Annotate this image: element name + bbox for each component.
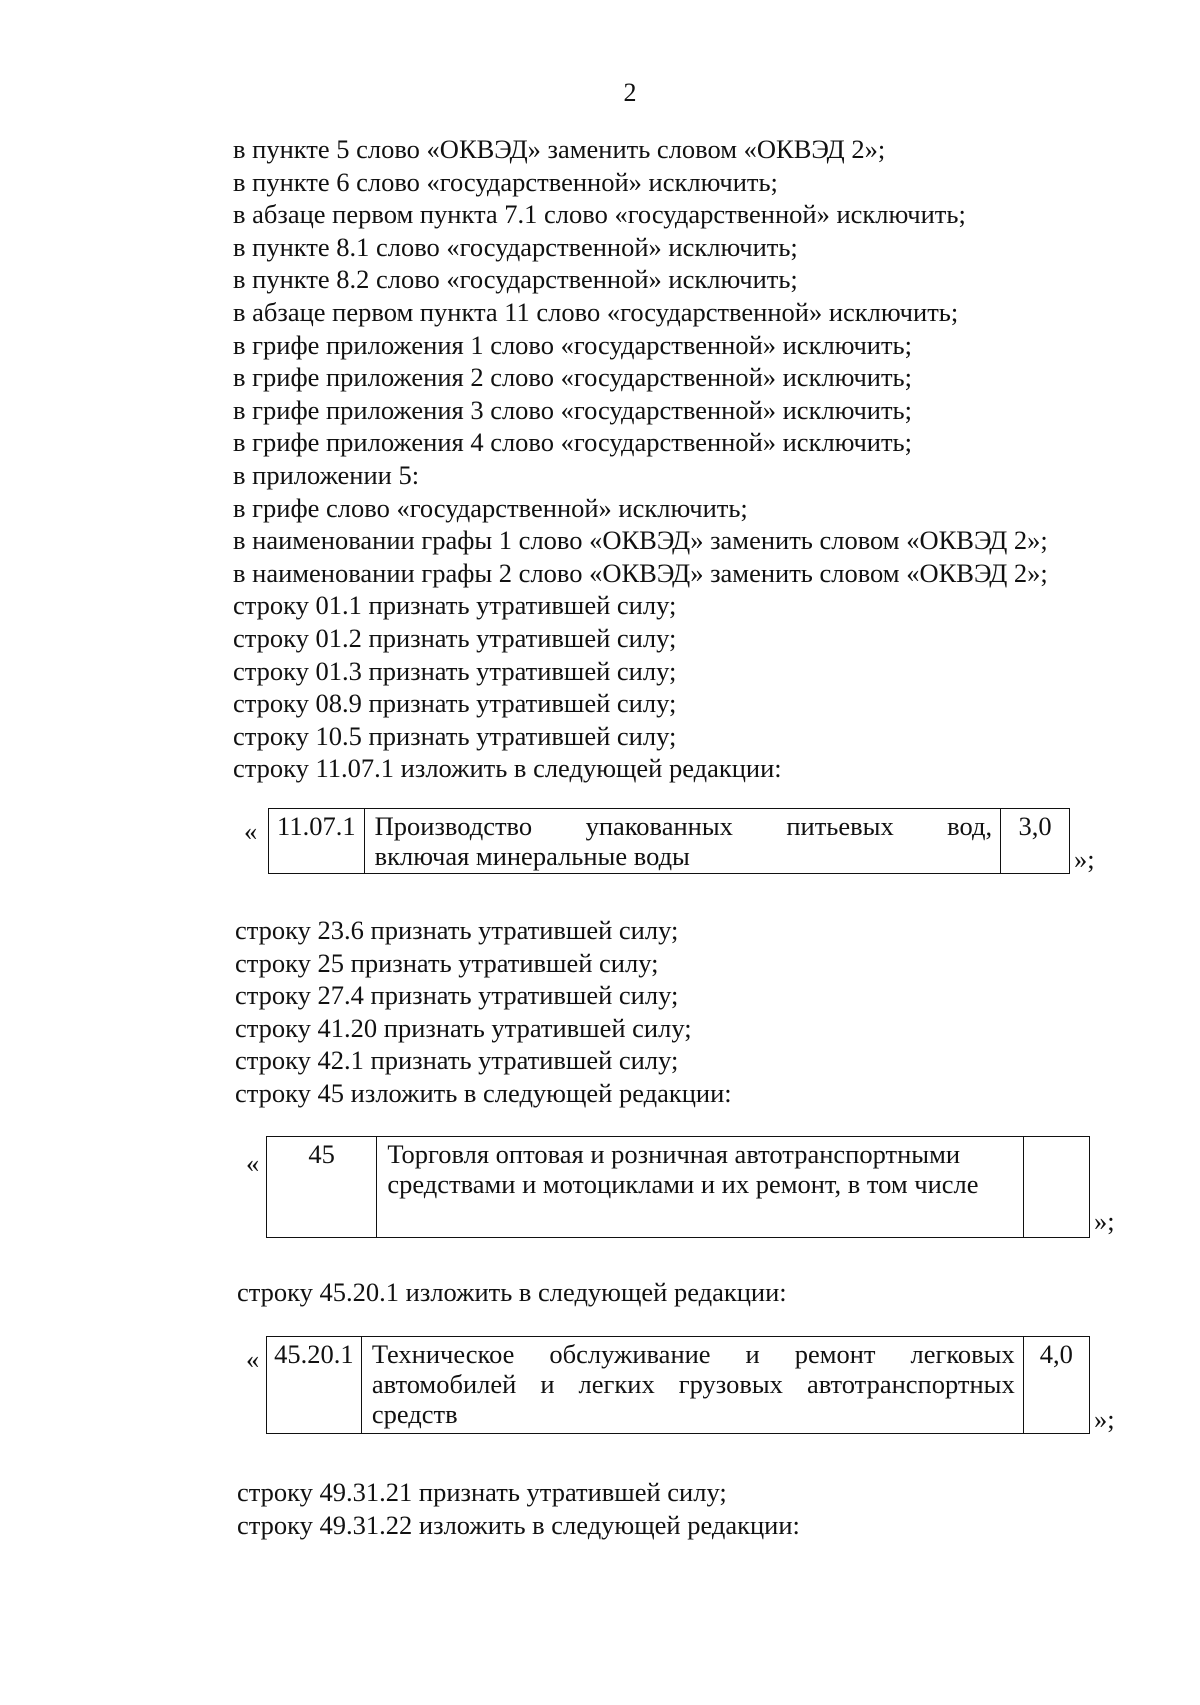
paragraph-line: строку 42.1 признать утратившей силу; — [235, 1045, 679, 1076]
description-word: и — [540, 1369, 555, 1399]
table-cell-code: 45.20.1 — [267, 1337, 362, 1434]
paragraph-line: в пункте 6 слово «государственной» исключить; — [233, 166, 778, 197]
description-line: Торговля оптовая и розничная автотранспортными — [387, 1139, 961, 1169]
description-word: Производство — [374, 811, 533, 841]
paragraph-line: строку 41.20 признать утратившей силу; — [235, 1012, 692, 1043]
paragraph-line: строку 27.4 признать утратившей силу; — [235, 980, 679, 1011]
quote-close-mark: »; — [1094, 1206, 1115, 1236]
table-cell-coefficient: 3,0 — [1001, 809, 1070, 874]
description-line — [372, 1369, 1015, 1399]
description-word: автомобилей — [371, 1369, 517, 1399]
quote-close-mark: »; — [1094, 1404, 1115, 1434]
paragraph-line: в пункте 8.1 слово «государственной» исключить; — [233, 231, 798, 262]
description-line — [375, 811, 992, 841]
table-cell-description — [364, 809, 1000, 874]
paragraph-line: в пункте 5 слово «ОКВЭД» заменить словом «ОКВЭД 2»; — [233, 134, 886, 164]
description-word: и — [745, 1339, 760, 1369]
paragraph-line: строку 01.1 признать утратившей силу; — [233, 590, 677, 621]
description-word: обслуживание — [549, 1339, 711, 1369]
paragraph-line: в грифе приложения 1 слово «государственной» исключить; — [233, 329, 912, 360]
amendment-table-11-07-1 — [268, 808, 1070, 874]
paragraph-line: строку 08.9 признать утратившей силу; — [233, 688, 677, 719]
amendment-table-45 — [266, 1136, 1090, 1238]
description-line: включая минеральные воды — [374, 841, 690, 871]
paragraph-line: в абзаце первом пункта 11 слово «государственной» исключить; — [233, 296, 959, 327]
table-row — [269, 809, 1070, 874]
paragraph-line: в наименовании графы 1 слово «ОКВЭД» заменить словом «ОКВЭД 2»; — [233, 525, 1048, 556]
paragraph-line: строку 23.6 признать утратившей силу; — [235, 915, 679, 945]
paragraph-line: строку 49.31.22 изложить в следующей редакции: — [237, 1509, 800, 1540]
table-cell-code: 45 — [267, 1137, 377, 1238]
description-line — [372, 1339, 1015, 1369]
amendments-list-3 — [237, 1276, 787, 1309]
quote-close-mark: »; — [1074, 844, 1095, 874]
paragraph-line: строку 01.2 признать утратившей силу; — [233, 622, 677, 653]
description-word: легких — [578, 1369, 655, 1399]
paragraph-line: строку 11.07.1 изложить в следующей редакции: — [233, 753, 782, 784]
table-cell-description — [361, 1337, 1023, 1434]
paragraph-line: строку 45 изложить в следующей редакции: — [235, 1077, 732, 1108]
paragraph-line: строку 10.5 признать утратившей силу; — [233, 720, 677, 751]
table-cell-description — [377, 1137, 1024, 1238]
description-word: вод, — [947, 811, 993, 841]
paragraph-line: в грифе слово «государственной» исключить; — [233, 492, 748, 523]
description-word: питьевых — [786, 811, 894, 841]
paragraph-line: строку 45.20.1 изложить в следующей редакции: — [237, 1277, 787, 1307]
amendments-list-2 — [235, 914, 732, 1110]
paragraph-line: в абзаце первом пункта 7.1 слово «государственной» исключить; — [233, 199, 966, 230]
description-word: автотранспортных — [806, 1369, 1015, 1399]
paragraph-line: строку 25 признать утратившей силу; — [235, 947, 659, 978]
paragraph-line: строку 01.3 признать утратившей силу; — [233, 655, 677, 686]
paragraph-line: в грифе приложения 4 слово «государственной» исключить; — [233, 427, 912, 458]
description-word: упакованных — [585, 811, 733, 841]
table-cell-coefficient — [1024, 1137, 1090, 1238]
table-cell-code: 11.07.1 — [269, 809, 365, 874]
paragraph-line: в грифе приложения 3 слово «государственной» исключить; — [233, 394, 912, 425]
paragraph-line: в пункте 8.2 слово «государственной» исключить; — [233, 264, 798, 295]
description-word: грузовых — [678, 1369, 783, 1399]
quote-open-mark: « — [246, 1344, 260, 1374]
paragraph-line: в приложении 5: — [233, 459, 420, 490]
page-number: 2 — [623, 78, 637, 107]
description-line: средствами и мотоциклами и их ремонт, в том числе — [387, 1169, 979, 1199]
paragraph-line: строку 49.31.21 признать утратившей силу; — [237, 1477, 727, 1507]
paragraph-line: в грифе приложения 2 слово «государственной» исключить; — [233, 362, 912, 393]
paragraph-line: в наименовании графы 2 слово «ОКВЭД» заменить словом «ОКВЭД 2»; — [233, 557, 1048, 588]
amendments-list-1 — [233, 133, 1048, 785]
table-row — [267, 1337, 1090, 1434]
table-cell-coefficient: 4,0 — [1023, 1337, 1089, 1434]
amendment-table-45-20-1 — [266, 1336, 1090, 1434]
amendments-list-4 — [237, 1476, 800, 1541]
table-row — [267, 1137, 1090, 1238]
description-word: легковых — [910, 1339, 1015, 1369]
description-line: средств — [371, 1399, 458, 1429]
description-word: Техническое — [371, 1339, 515, 1369]
quote-open-mark: « — [244, 816, 258, 846]
quote-open-mark: « — [246, 1148, 260, 1178]
description-word: ремонт — [794, 1339, 876, 1369]
